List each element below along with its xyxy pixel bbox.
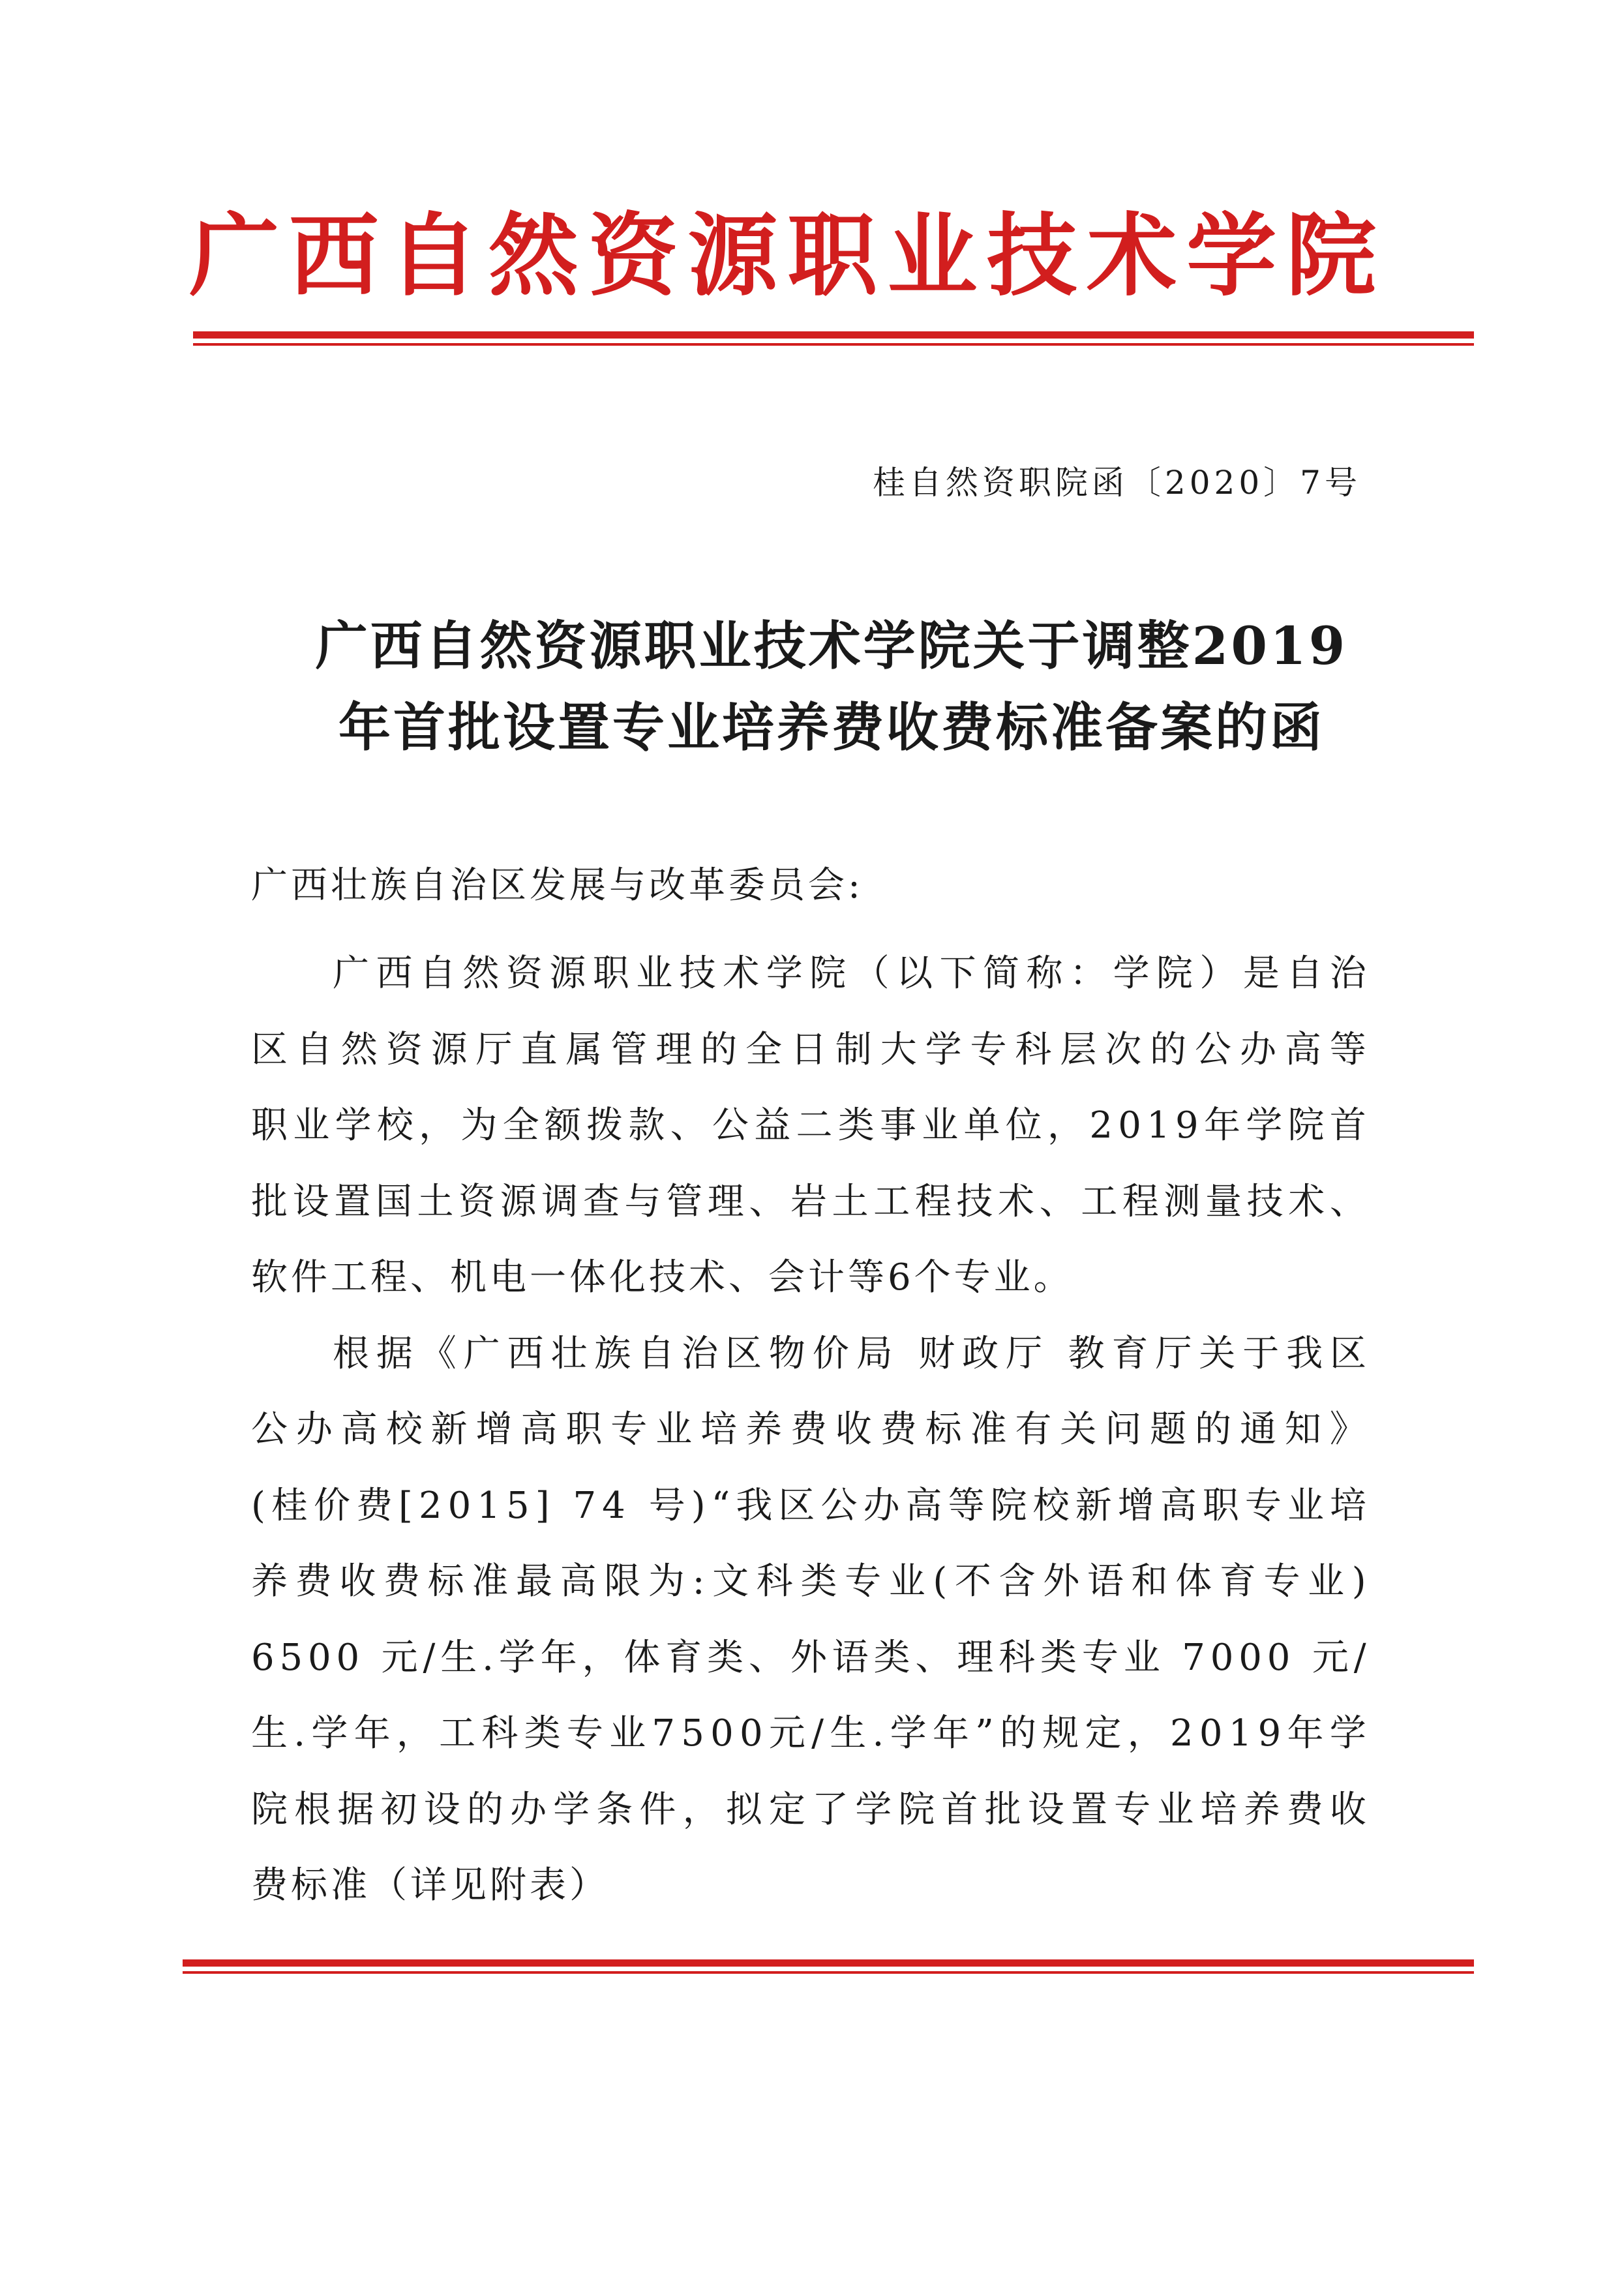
document-title-line-2: 年首批设置专业培养费收费标准备案的函: [338, 697, 1325, 758]
header-divider-thin: [193, 343, 1474, 346]
paragraph-2-line-4: 养 费 收 费 标 准 最 高 限 为 : 文 科 类 专 业 ( 不 含 外 语 和 体 育 专 业 ): [251, 1560, 1366, 1603]
footer-divider-thin: [183, 1971, 1474, 1974]
paragraph-1-line-3: 职 业 学 校 ， 为 全 额 拨 款 、 公 益 二 类 事 业 单 位 ， 2 0 1 9 年 学 院 首: [251, 1104, 1366, 1147]
paragraph-1-line-4: 批 设 置 国 土 资 源 调 查 与 管 理 、 岩 土 工 程 技 术 、 工 程 测 量 技 术 、: [251, 1180, 1366, 1223]
paragraph-1-line-5: 软件工程、机电一体化技术、会计等6个专业。: [251, 1256, 1074, 1299]
document-title-line-1: 广西自然资源职业技术学院关于调整2019: [315, 615, 1348, 676]
paragraph-1-line-1: 广 西 自 然 资 源 职 业 技 术 学 院 （ 以 下 简 称 ： 学 院 ） 是 自 治: [333, 952, 1366, 995]
footer-divider-thick: [183, 1959, 1474, 1967]
paragraph-2-line-3: ( 桂 价 费 [ 2 0 1 5 ] 7 4 号 ) “ 我 区 公 办 高 等 院 校 新 增 高 职 专 业 培: [251, 1484, 1366, 1527]
header-divider-thick: [193, 331, 1474, 339]
recipient-line: 广西壮族自治区发展与改革委员会:: [251, 864, 864, 907]
paragraph-2-line-7: 院 根 据 初 设 的 办 学 条 件 ， 拟 定 了 学 院 首 批 设 置 专 业 培 养 费 收: [251, 1788, 1366, 1831]
document-number: 桂自然资职院函〔2020〕7号: [872, 464, 1361, 502]
paragraph-2-line-5: 6 5 0 0 元 / 生 . 学 年 ， 体 育 类 、 外 语 类 、 理 科 类 专 业 7 0 0 0 元 /: [251, 1636, 1366, 1679]
paragraph-2-line-6: 生 . 学 年 ， 工 科 类 专 业 7 5 0 0 元 / 生 . 学 年 ” 的 规 定 ， 2 0 1 9 年 学: [251, 1712, 1366, 1755]
paragraph-2-line-2: 公 办 高 校 新 增 高 职 专 业 培 养 费 收 费 标 准 有 关 问 题 的 通 知 》: [251, 1408, 1366, 1451]
paragraph-1-line-2: 区 自 然 资 源 厅 直 属 管 理 的 全 日 制 大 学 专 科 层 次 的 公 办 高 等: [251, 1028, 1366, 1071]
institution-letterhead: 广 西 自 然 资 源 职 业 技 术 学 院: [189, 203, 1376, 309]
paragraph-2-line-1: 根 据 《 广 西 壮 族 自 治 区 物 价 局 财 政 厅 教 育 厅 关 于 我 区: [333, 1332, 1366, 1375]
paragraph-2-line-8: 费标准（详见附表）: [251, 1864, 609, 1907]
